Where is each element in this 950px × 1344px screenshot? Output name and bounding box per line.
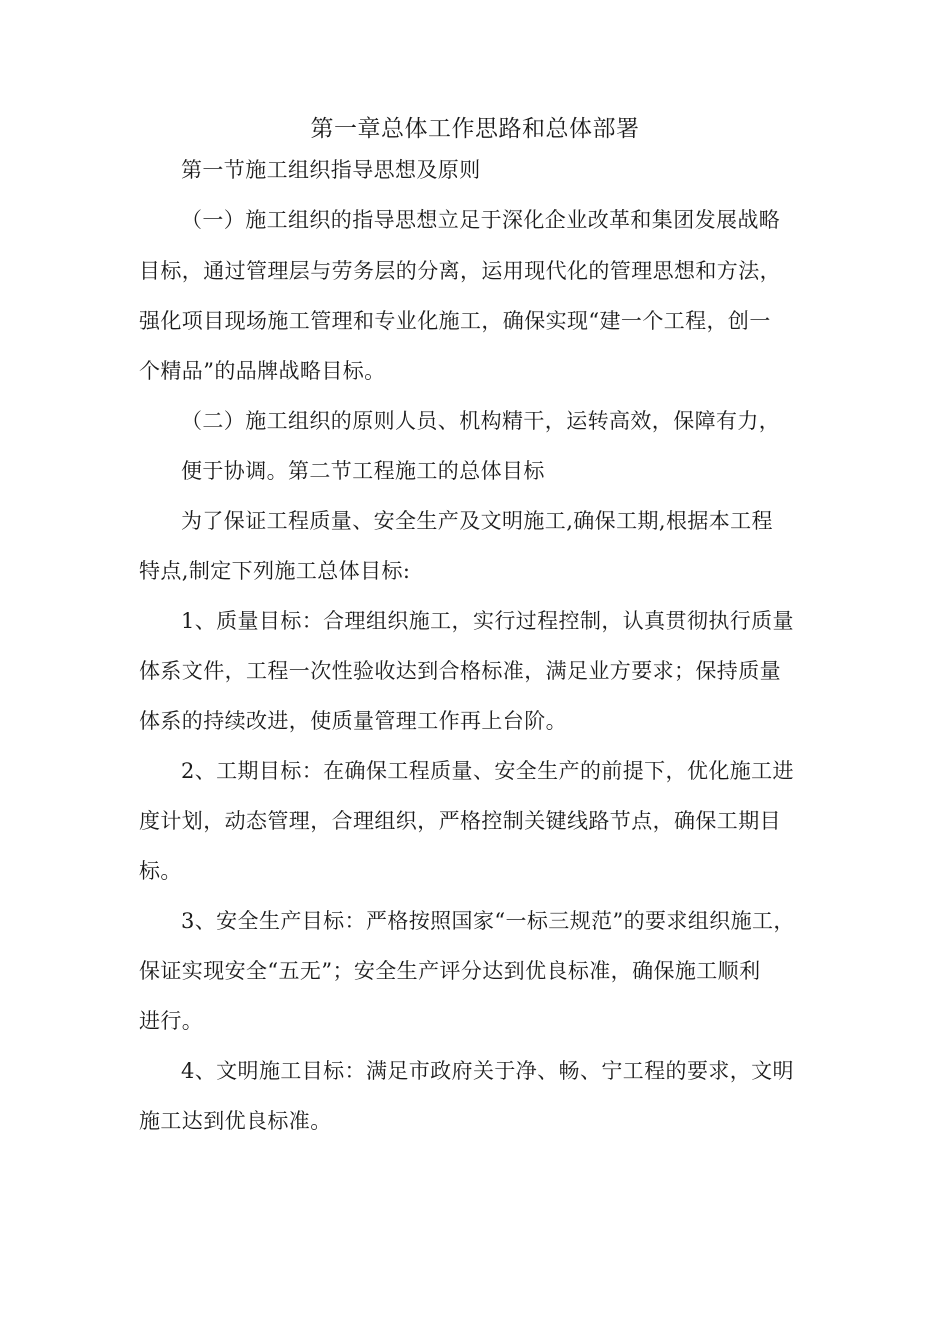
paragraph-line: 进行。 [139, 1009, 204, 1033]
paragraph-line: 1、质量目标：合理组织施工，实行过程控制，认真贯彻执行质量 [181, 609, 794, 633]
paragraph-line: （二）施工组织的原则人员、机构精干，运转高效，保障有力， [181, 409, 781, 433]
paragraph-line: 个精品”的品牌战略目标。 [139, 359, 386, 383]
paragraph-line: （一）施工组织的指导思想立足于深化企业改革和集团发展战略 [181, 208, 781, 232]
paragraph-line: 体系的持续改进，使质量管理工作再上台阶。 [139, 709, 567, 733]
section-heading: 第一节施工组织指导思想及原则 [181, 158, 481, 182]
paragraph-line: 2、工期目标：在确保工程质量、安全生产的前提下，优化施工进 [181, 759, 794, 783]
paragraph-line: 3、安全生产目标：严格按照国家“一标三规范”的要求组织施工， [181, 909, 795, 933]
paragraph-line: 标。 [139, 859, 182, 883]
paragraph-line: 保证实现安全“五无”；安全生产评分达到优良标准，确保施工顺利 [139, 959, 761, 983]
chapter-title: 第一章总体工作思路和总体部署 [310, 116, 640, 142]
paragraph-line: 为了保证工程质量、安全生产及文明施工,确保工期,根据本工程 [181, 509, 773, 533]
paragraph-line: 特点,制定下列施工总体目标: [139, 559, 411, 583]
paragraph-line: 强化项目现场施工管理和专业化施工，确保实现“建一个工程，创一 [139, 309, 771, 333]
paragraph-line: 4、文明施工目标：满足市政府关于净、畅、宁工程的要求，文明 [181, 1059, 794, 1083]
paragraph-line: 便于协调。第二节工程施工的总体目标 [181, 459, 545, 483]
paragraph-line: 度计划，动态管理，合理组织，严格控制关键线路节点，确保工期目 [139, 809, 781, 833]
paragraph-line: 施工达到优良标准。 [139, 1109, 332, 1133]
paragraph-line: 目标，通过管理层与劳务层的分离，运用现代化的管理思想和方法， [139, 259, 781, 283]
paragraph-line: 体系文件，工程一次性验收达到合格标准，满足业方要求；保持质量 [139, 659, 781, 683]
